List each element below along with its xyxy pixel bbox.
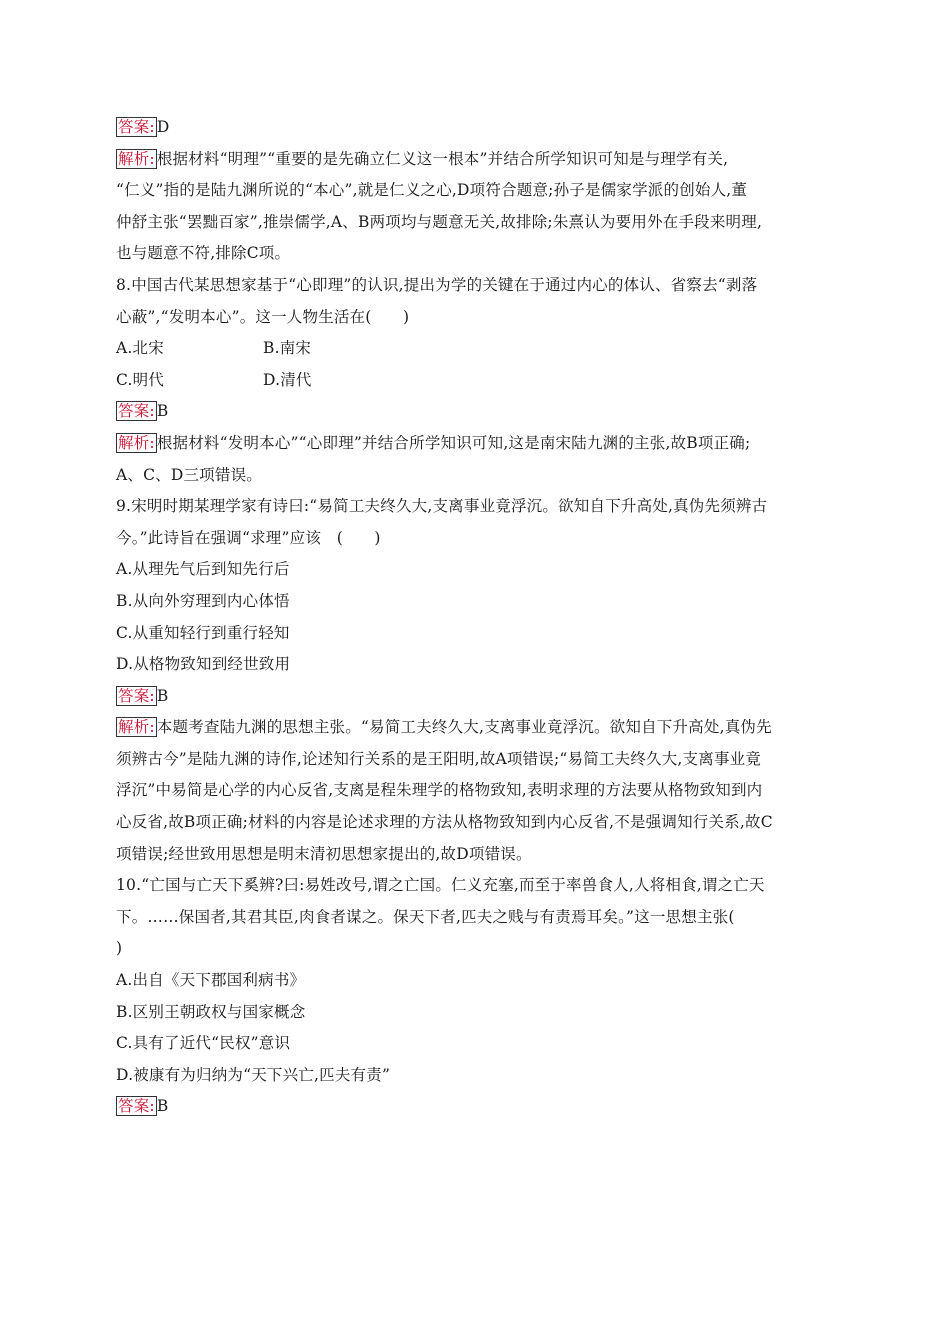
option-a: A.从理先气后到知先行后	[116, 560, 290, 579]
answer-value: D	[156, 118, 170, 136]
answer-label: 答案:	[118, 118, 155, 136]
option-c: C.具有了近代“民权”意识	[116, 1034, 291, 1053]
answer-label: 答案:	[118, 402, 155, 421]
option-c: C.明代	[116, 370, 165, 389]
option-d: D.被康有为归纳为“天下兴亡,匹夫有责”	[116, 1065, 391, 1084]
document-page	[116, 112, 841, 1123]
analysis-label: 解析:	[118, 149, 155, 168]
question-stem: 下。……保国者,其君其臣,肉食者谋之。保天下者,匹夫之贱与有责焉耳矣。”这一思想主张(	[116, 907, 735, 926]
option-a: A.北宋	[116, 339, 164, 358]
option-row	[116, 365, 841, 397]
question-stem: 9.宋明时期某理学家有诗曰:“易简工夫终久大,支离事业竟浮沉。欲知自下升高处,真伪先须辨古	[116, 497, 768, 516]
analysis-label: 解析:	[118, 718, 155, 737]
answer-line	[116, 1091, 841, 1123]
analysis-line	[116, 428, 841, 460]
analysis-text: 根据材料“发明本心”“心即理”并结合所学知识可知,这是南宋陆九渊的主张,故B项正确;	[156, 433, 751, 452]
answer-label: 答案:	[118, 686, 155, 705]
option-c: C.从重知轻行到重行轻知	[116, 623, 290, 642]
answer-line	[116, 112, 841, 144]
analysis-line	[116, 144, 841, 176]
analysis-text: A、C、D三项错误。	[116, 465, 262, 484]
option-b: B.南宋	[263, 339, 312, 358]
answer-line	[116, 681, 841, 713]
analysis-line	[116, 712, 841, 744]
analysis-text: 根据材料“明理”“重要的是先确立仁义这一根本”并结合所学知识可知是与理学有关,	[156, 149, 729, 168]
question-stem: )	[116, 939, 123, 958]
analysis-text: 项错误;经世致用思想是明末清初思想家提出的,故D项错误。	[116, 844, 532, 863]
analysis-text: 心反省,故B项正确;材料的内容是论述求理的方法从格物致知到内心反省,不是强调知行关系,故C	[116, 813, 773, 832]
option-row	[116, 333, 841, 365]
analysis-text: 须辨古今”是陆九渊的诗作,论述知行关系的是王阳明,故A项错误;“易简工夫终久大,支离事业竟	[116, 749, 762, 768]
question-stem: 10.“亡国与亡天下奚辨?曰:易姓改号,谓之亡国。仁义充塞,而至于率兽食人,人将相食,谓之亡天	[116, 876, 765, 895]
analysis-label: 解析:	[118, 433, 155, 452]
option-d: D.清代	[263, 370, 312, 389]
analysis-text: “仁义”指的是陆九渊所说的“本心”,就是仁义之心,D项符合题意;孙子是儒家学派的创始人,董	[116, 181, 748, 200]
answer-value: B	[156, 1097, 169, 1116]
answer-label: 答案:	[118, 1097, 155, 1116]
answer-value: B	[156, 686, 169, 705]
analysis-text: 也与题意不符,排除C项。	[116, 244, 291, 263]
analysis-text: 仲舒主张“罢黜百家”,推崇儒学,A、B两项均与题意无关,故排除;朱熹认为要用外在手段来明理,	[116, 212, 763, 231]
answer-value: B	[156, 402, 169, 421]
question-stem: 8.中国古代某思想家基于“心即理”的认识,提出为学的关键在于通过内心的体认、省察去“剥落	[116, 275, 758, 294]
option-b: B.区别王朝政权与国家概念	[116, 1002, 306, 1021]
answer-line	[116, 396, 841, 428]
analysis-text: 本题考查陆九渊的思想主张。“易简工夫终久大,支离事业竟浮沉。欲知自下升高处,真伪先	[156, 718, 772, 737]
analysis-text: 浮沉”中易简是心学的内心反省,支离是程朱理学的格物致知,表明求理的方法要从格物致知到内	[116, 781, 763, 800]
option-a: A.出自《天下郡国利病书》	[116, 971, 306, 990]
option-d: D.从格物致知到经世致用	[116, 655, 291, 674]
question-stem: 心蔽”,“发明本心”。这一人物生活在( )	[116, 307, 410, 326]
question-stem: 今。”此诗旨在强调“求理”应该 ( )	[116, 528, 381, 547]
option-b: B.从向外穷理到内心体悟	[116, 591, 290, 610]
